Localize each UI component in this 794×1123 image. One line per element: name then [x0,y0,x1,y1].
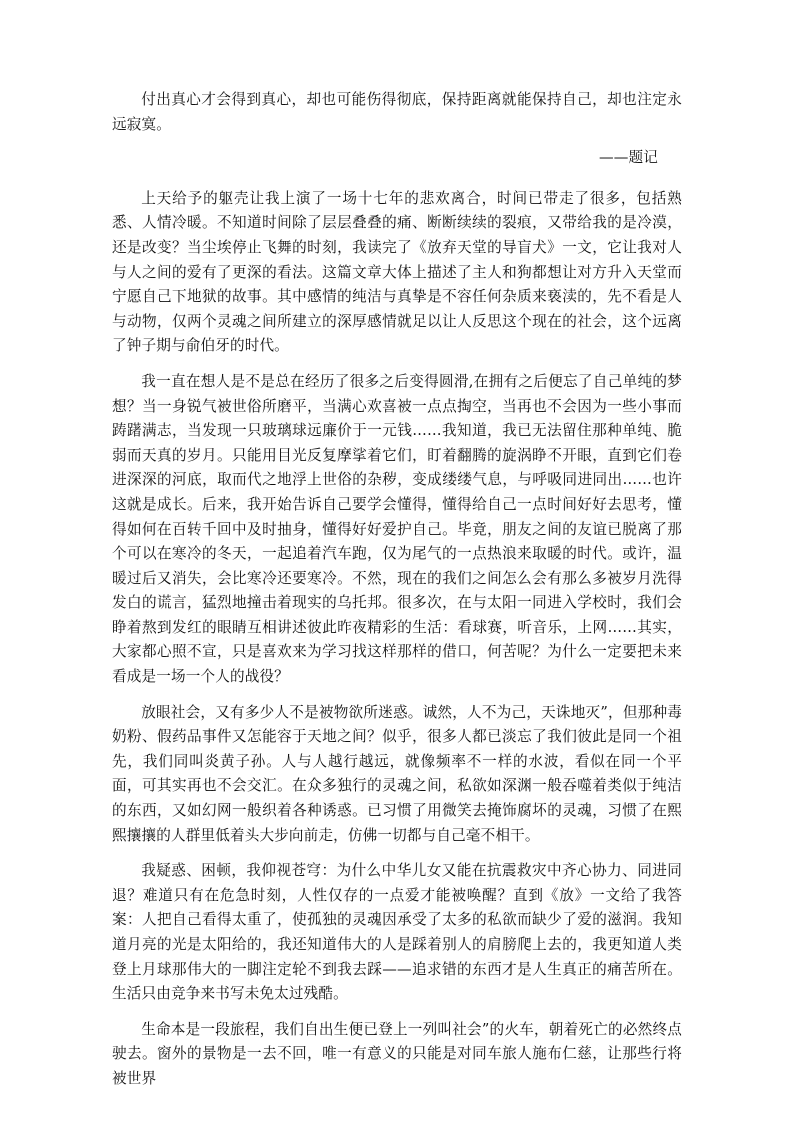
paragraph-2: 我一直在想人是不是总在经历了很多之后变得圆滑,在拥有之后便忘了自己单纯的梦想？当一身锐气被世俗所磨平，当满心欢喜被一点点掏空，当再也不会因为一些小事而踌躇满志，当发现一只玻璃球远廉价于一元钱……我知道，我已无法留住那种单纯、脆弱而天真的岁月。只能用目光反复摩挲着它们，盯着翻腾的旋涡睁不开眼，直到它们卷进深深的河底，取而代之地浮上世俗的杂秽，变成缕缕气息，与呼吸同进同出……也许这就是成长。后来，我开始告诉自己要学会懂得，懂得给自己一点时间好好去思考，懂得如何在百转千回中及时抽身，懂得好好爱护自己。毕竟，朋友之间的友谊已脱离了那个可以在寒冷的冬天，一起追着汽车跑，仅为尾气的一点热浪来取暖的时代。或许，温暖过后又消失，会比寒冷还要寒冷。不然，现在的我们之间怎么会有那么多被岁月洗得发白的谎言，猛烈地撞击着现实的乌托邦。很多次，在与太阳一同进入学校时，我们会睁着熬到发红的眼睛互相讲述彼此昨夜精彩的生活：看球赛，听音乐，上网……其实，大家都心照不宣，只是喜欢来为学习找这样那样的借口，何苦呢？为什么一定要把未来看成是一场一个人的战役？ [112,372,682,686]
paragraph-3: 放眼社会，又有多少人不是被物欲所迷惑。诚然，人不为己，天诛地灭”，但那种毒奶粉、假药品事件又怎能容于天地之间？似乎，很多人都已淡忘了我们彼此是同一个祖先，我们同叫炎黄子孙。人与人越行越远，就像频率不一样的水波，看似在同一个平面，可其实再也不会交汇。在众多独行的灵魂之间，私欲如深渊一般吞噬着类似于纯洁的东西，又如幻网一般织着各种诱惑。已习惯了用微笑去掩饰腐坏的灵魂，习惯了在熙熙攘攘的人群里低着头大步向前走，仿佛一切都与自己毫不相干。 [112,703,682,844]
paragraph-4: 我疑惑、困顿，我仰视苍穹：为什么中华儿女又能在抗震救灾中齐心协力、同进同退？难道只有在危急时刻，人性仅存的一点爱才能被唤醒？直到《放》一文给了我答案：人把自己看得太重了，使孤独的灵魂因承受了太多的私欲而缺少了爱的滋润。我知道月亮的光是太阳给的，我还知道伟大的人是踩着别人的肩膀爬上去的，我更知道人类登上月球那伟大的一脚注定轮不到我去踩——追求错的东西才是人生真正的痛苦所在。生活只由竞争来书写未免太过残酷。 [112,862,682,1003]
epigraph-signature: ——题记 [599,149,658,167]
document-page [112,88,682,1103]
paragraph-5: 生命本是一段旅程，我们自出生便已登上一列叫社会”的火车，朝着死亡的必然终点驶去。窗外的景物是一去不回，唯一有意义的只能是对同车旅人施布仁慈，让那些行将被世界 [112,1020,682,1087]
epigraph: 付出真心才会得到真心，却也可能伤得彻底，保持距离就能保持自己，却也注定永远寂寞。 [112,91,682,133]
paragraph-1: 上天给予的躯壳让我上演了一场十七年的悲欢离合，时间已带走了很多，包括熟悉、人情冷暖。不知道时间除了层层叠叠的痛、断断续续的裂痕，又带给我的是冷漠，还是改变？当尘埃停止飞舞的时刻，我读完了《放弃天堂的导盲犬》一文，它让我对人与人之间的爱有了更深的看法。这篇文章大体上描述了主人和狗都想让对方升入天堂而宁愿自己下地狱的故事。其中感情的纯洁与真挚是不容任何杂质来亵渎的，先不看是人与动物，仅两个灵魂之间所建立的深厚感情就足以让人反思这个现在的社会，这个远离了钟子期与俞伯牙的时代。 [112,189,682,355]
